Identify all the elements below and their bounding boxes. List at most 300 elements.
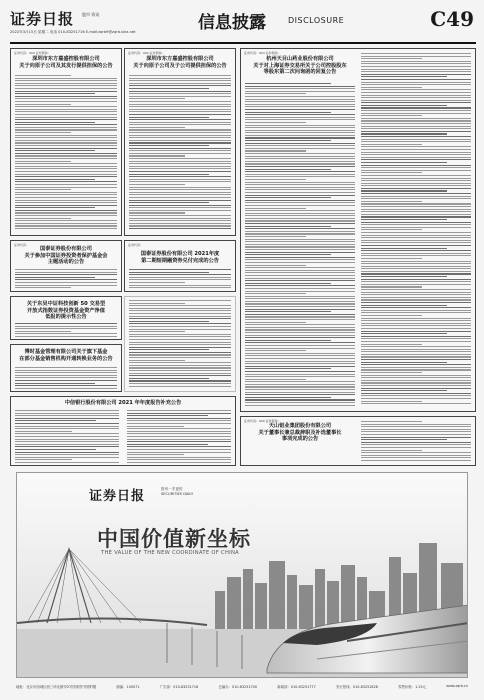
text-line [245, 306, 355, 307]
text-line [361, 310, 471, 311]
text-line [361, 294, 471, 295]
text-line [361, 268, 471, 269]
text-line [361, 136, 471, 137]
text-line [129, 367, 231, 368]
text-line [15, 225, 117, 226]
text-line [245, 397, 331, 398]
text-line [15, 189, 71, 190]
text-line [245, 392, 355, 393]
text-line [245, 163, 355, 164]
text-line [245, 280, 355, 281]
text-line [361, 362, 447, 363]
text-line [361, 421, 422, 422]
text-line [129, 150, 231, 151]
text-line [15, 111, 117, 112]
text-line [129, 168, 231, 169]
text-line [361, 273, 471, 274]
text-line [245, 374, 355, 375]
text-line [15, 367, 117, 368]
text-line [361, 364, 471, 365]
text-line [15, 279, 117, 280]
text-line [127, 436, 231, 437]
text-line [245, 239, 355, 240]
text-line [245, 322, 306, 323]
text-line [129, 223, 231, 224]
text-line [129, 85, 231, 86]
text-line [15, 215, 117, 216]
text-line [129, 140, 231, 141]
text-line [361, 175, 471, 176]
text-line [361, 159, 471, 160]
text-line [245, 340, 331, 341]
notice-title: 深圳市东方嘉盛控股有限公司 关于向原子公司及其发行提供担保的公告 [19, 56, 113, 69]
text-line [245, 83, 331, 84]
text-line [129, 155, 185, 156]
ad-subheadline: THE VALUE OF THE NEW COORDINATE OF CHINA [101, 550, 239, 556]
text-line [361, 157, 471, 158]
text-line [361, 92, 471, 93]
text-line [361, 286, 422, 287]
text-line [15, 220, 117, 221]
text-line [129, 308, 231, 309]
text-line [129, 148, 231, 149]
text-line [245, 361, 355, 362]
text-line [361, 390, 447, 391]
footer-price: 零售价格：1.25元 [398, 685, 427, 689]
text-line [129, 218, 231, 219]
text-line [129, 383, 231, 384]
text-line [361, 227, 471, 228]
text-line [361, 79, 471, 80]
text-line [361, 455, 471, 456]
text-line [129, 354, 231, 355]
text-line [361, 185, 471, 186]
text-line [361, 351, 471, 352]
text-line [361, 403, 471, 404]
text-line [15, 372, 117, 373]
text-line [129, 272, 209, 273]
notice-n8 [10, 396, 236, 466]
text-line [245, 101, 355, 102]
text-line [361, 146, 471, 147]
text-line [129, 277, 231, 278]
text-line [245, 122, 306, 123]
text-line [361, 331, 471, 332]
text-line [15, 166, 117, 167]
text-line [245, 171, 355, 172]
text-line [361, 216, 471, 217]
text-line [245, 192, 355, 193]
text-line [245, 195, 355, 196]
text-line [361, 115, 422, 116]
text-line [129, 202, 209, 203]
text-line [129, 189, 231, 190]
text-line [15, 415, 119, 416]
text-line [129, 194, 231, 195]
text-line [361, 131, 471, 132]
text-line [245, 316, 355, 317]
text-line [361, 367, 471, 368]
text-line [15, 423, 119, 424]
text-line [15, 171, 117, 172]
notice-body [361, 53, 471, 409]
text-line [245, 337, 355, 338]
text-line [245, 143, 355, 144]
text-line [129, 200, 231, 201]
text-line [15, 269, 117, 270]
footer-office: 总编办：010-83251700 [218, 685, 257, 689]
footer-ads: 广告部：010-83251716 [159, 685, 199, 689]
text-line [361, 183, 471, 184]
text-line [129, 171, 231, 172]
text-line [361, 395, 471, 396]
page-number: C49 [430, 7, 474, 31]
text-line [245, 394, 355, 395]
text-line [245, 244, 355, 245]
text-line [129, 80, 231, 81]
text-line [15, 122, 95, 123]
text-line [15, 106, 117, 107]
text-line [15, 449, 96, 450]
text-line [361, 380, 471, 381]
text-line [361, 209, 471, 210]
text-line [127, 439, 231, 440]
text-line [361, 170, 471, 171]
text-line [129, 336, 231, 337]
text-line [245, 363, 355, 364]
text-line [129, 176, 231, 177]
text-line [361, 224, 471, 225]
text-line [245, 371, 355, 372]
text-line [15, 370, 117, 371]
text-line [129, 349, 209, 350]
text-line [361, 338, 471, 339]
text-line [15, 439, 119, 440]
text-line [15, 78, 117, 79]
text-line [361, 144, 422, 145]
text-line [15, 380, 117, 381]
text-line [15, 454, 119, 455]
text-line [15, 127, 117, 128]
text-line [361, 66, 471, 67]
text-line [361, 255, 471, 256]
text-line [15, 197, 117, 198]
text-line [15, 210, 117, 211]
text-line [245, 324, 355, 325]
text-line [245, 228, 355, 229]
text-line [15, 410, 119, 411]
footer-distribution: 发行热线：010-83251828 [335, 685, 378, 689]
notice-title: 杭州天目山药业股份有限公司 关于对上海证券交易所关于公司控股股东 等股东第二次问询函的回复公告 [253, 56, 347, 75]
page-footer [16, 684, 468, 689]
text-line [245, 348, 355, 349]
text-line [361, 245, 471, 246]
text-line [245, 91, 355, 92]
text-line [15, 375, 117, 376]
text-line [361, 100, 471, 101]
text-line [15, 436, 119, 437]
text-line [361, 190, 447, 191]
text-line [127, 420, 231, 421]
footer-editorial: 新闻部：010-83251777 [277, 685, 316, 689]
text-line [361, 457, 471, 458]
text-line [361, 429, 471, 430]
text-line [15, 129, 117, 130]
text-line [361, 377, 471, 378]
newspaper-logo: 证券日报 [10, 10, 75, 28]
logo-subtitle: 股市 资讯 [82, 12, 100, 17]
text-line [245, 104, 355, 105]
text-line [129, 344, 231, 345]
text-line [361, 323, 471, 324]
text-line [245, 332, 355, 333]
text-line [245, 117, 355, 118]
text-line [245, 303, 355, 304]
text-line [245, 156, 355, 157]
text-line [361, 307, 471, 308]
ad-logo-subtitle: 资讯一手更传 SECURITIES DAILY [161, 487, 194, 496]
text-line [245, 161, 355, 162]
text-line [245, 345, 355, 346]
text-line [127, 426, 184, 427]
text-line [15, 137, 117, 138]
text-line [127, 452, 231, 453]
notice-body [129, 300, 231, 390]
text-line [15, 163, 117, 164]
text-line [15, 326, 117, 327]
text-line [129, 83, 231, 84]
text-line [129, 365, 231, 366]
text-line [15, 323, 117, 324]
text-line [15, 80, 117, 81]
text-line [245, 109, 355, 110]
text-line [361, 56, 471, 57]
text-line [245, 231, 355, 232]
text-line [361, 53, 471, 54]
footer-address: 地址：北京市西城区西三环北路甲2号国家图书馆附楼 [16, 685, 97, 689]
text-line [129, 305, 231, 306]
text-line [361, 211, 471, 212]
text-line [361, 292, 471, 293]
stock-code: 证券代码： [14, 243, 30, 247]
text-line [129, 210, 231, 211]
text-line [361, 354, 471, 355]
stock-code: 证券代码：600 证券简称： [244, 419, 281, 423]
text-line [129, 101, 231, 102]
text-line [245, 223, 355, 224]
text-line [129, 352, 231, 353]
text-line [245, 311, 331, 312]
text-line [361, 237, 471, 238]
text-line [129, 98, 185, 99]
text-line [245, 174, 355, 175]
text-line [15, 155, 117, 156]
text-line [361, 344, 422, 345]
text-line [129, 158, 231, 159]
text-line [129, 323, 231, 324]
text-line [245, 99, 355, 100]
stock-code: 证券代码：603 证券简称： [244, 51, 281, 55]
notice-n3 [240, 48, 476, 412]
text-line [361, 126, 471, 127]
text-line [245, 254, 331, 255]
text-line [15, 457, 119, 458]
text-line [15, 114, 117, 115]
text-line [361, 325, 471, 326]
text-line [129, 161, 231, 162]
text-line [361, 393, 471, 394]
text-line [129, 380, 231, 381]
text-line [245, 329, 355, 330]
text-line [129, 274, 231, 275]
text-line [15, 420, 96, 421]
text-line [361, 178, 471, 179]
text-line [245, 301, 355, 302]
text-line [361, 139, 471, 140]
text-line [129, 342, 231, 343]
text-line [129, 331, 185, 332]
text-line [245, 179, 306, 180]
text-line [129, 334, 231, 335]
text-line [15, 462, 119, 463]
text-line [15, 192, 117, 193]
text-line [361, 263, 471, 264]
ad-illustration [17, 473, 468, 678]
text-line [129, 326, 231, 327]
text-line [361, 276, 447, 277]
text-line [129, 166, 231, 167]
text-line [361, 69, 471, 70]
text-line [15, 187, 117, 188]
text-line [129, 187, 231, 188]
text-line [15, 75, 71, 76]
text-line [245, 86, 355, 87]
text-line [361, 118, 471, 119]
text-line [361, 162, 447, 163]
text-line [129, 303, 185, 304]
text-line [15, 428, 119, 429]
text-line [361, 372, 422, 373]
text-line [245, 319, 355, 320]
text-line [361, 248, 447, 249]
notice-n1 [10, 48, 122, 236]
notice-title: 关于东吴中证科技创新 50 交易型 开放式指数证券投资基金资产净值 低报的提示性公告 [26, 301, 106, 320]
text-line [361, 369, 471, 370]
notice-body [15, 367, 117, 391]
text-line [245, 137, 355, 138]
text-line [361, 110, 471, 111]
footer-web: www.zqrb.cn [446, 684, 468, 688]
text-line [245, 130, 355, 131]
text-line [361, 289, 471, 290]
notice-body [15, 75, 117, 233]
text-line [245, 218, 355, 219]
text-line [361, 271, 471, 272]
text-line [129, 220, 231, 221]
notice-body [127, 410, 231, 465]
text-line [361, 152, 471, 153]
text-line [15, 287, 71, 288]
text-line [361, 201, 422, 202]
text-line [245, 114, 355, 115]
text-line [15, 385, 117, 386]
notice-n2 [124, 48, 236, 236]
text-line [361, 281, 471, 282]
notice-n6 [10, 296, 122, 340]
text-line [361, 95, 471, 96]
text-line [129, 225, 231, 226]
text-line [361, 149, 471, 150]
text-line [129, 96, 231, 97]
text-line [129, 287, 231, 288]
text-line [245, 335, 355, 336]
text-line [15, 117, 117, 118]
notice-body [15, 269, 117, 291]
text-line [15, 104, 71, 105]
masthead [10, 6, 476, 44]
text-line [127, 449, 231, 450]
text-line [245, 350, 306, 351]
text-line [361, 172, 422, 173]
text-line [15, 418, 119, 419]
stock-code: 证券代码： [128, 243, 144, 247]
text-line [361, 229, 422, 230]
text-line [245, 366, 355, 367]
text-line [129, 212, 185, 213]
text-line [129, 119, 231, 120]
text-line [129, 269, 231, 270]
text-line [361, 76, 447, 77]
text-line [245, 200, 355, 201]
text-line [127, 410, 231, 411]
text-line [361, 328, 471, 329]
text-line [361, 61, 471, 62]
text-line [15, 336, 117, 337]
text-line [245, 150, 306, 151]
text-line [129, 375, 231, 376]
text-line [361, 253, 471, 254]
text-line [15, 444, 119, 445]
text-line [361, 284, 471, 285]
text-line [245, 293, 306, 294]
text-line [361, 71, 471, 72]
text-line [245, 249, 355, 250]
text-line [245, 125, 355, 126]
text-line [15, 446, 119, 447]
text-line [245, 288, 355, 289]
text-line [15, 145, 117, 146]
text-line [361, 359, 471, 360]
text-line [129, 300, 231, 301]
text-line [245, 257, 355, 258]
notice-title: 国泰证券股份有限公司 关于参加中国证券投资者保护基金会 主题活动的公告 [24, 246, 108, 265]
text-line [245, 278, 355, 279]
text-line [15, 140, 117, 141]
text-line [245, 220, 355, 221]
text-line [15, 200, 117, 201]
text-line [245, 140, 331, 141]
notice-body [129, 75, 231, 233]
text-line [361, 452, 471, 453]
notice-title: 博时基金管理有限公司关于旗下基金 在部分基金销售机构开通转换业务的公告 [19, 349, 113, 362]
text-line [15, 150, 95, 151]
text-line [15, 98, 117, 99]
notice-title: 国泰证券股份有限公司 2021年度 第二期短期融资券兑付完成的公告 [140, 251, 220, 264]
text-line [361, 105, 447, 106]
text-line [129, 207, 231, 208]
text-line [127, 462, 231, 463]
text-line [15, 184, 117, 185]
